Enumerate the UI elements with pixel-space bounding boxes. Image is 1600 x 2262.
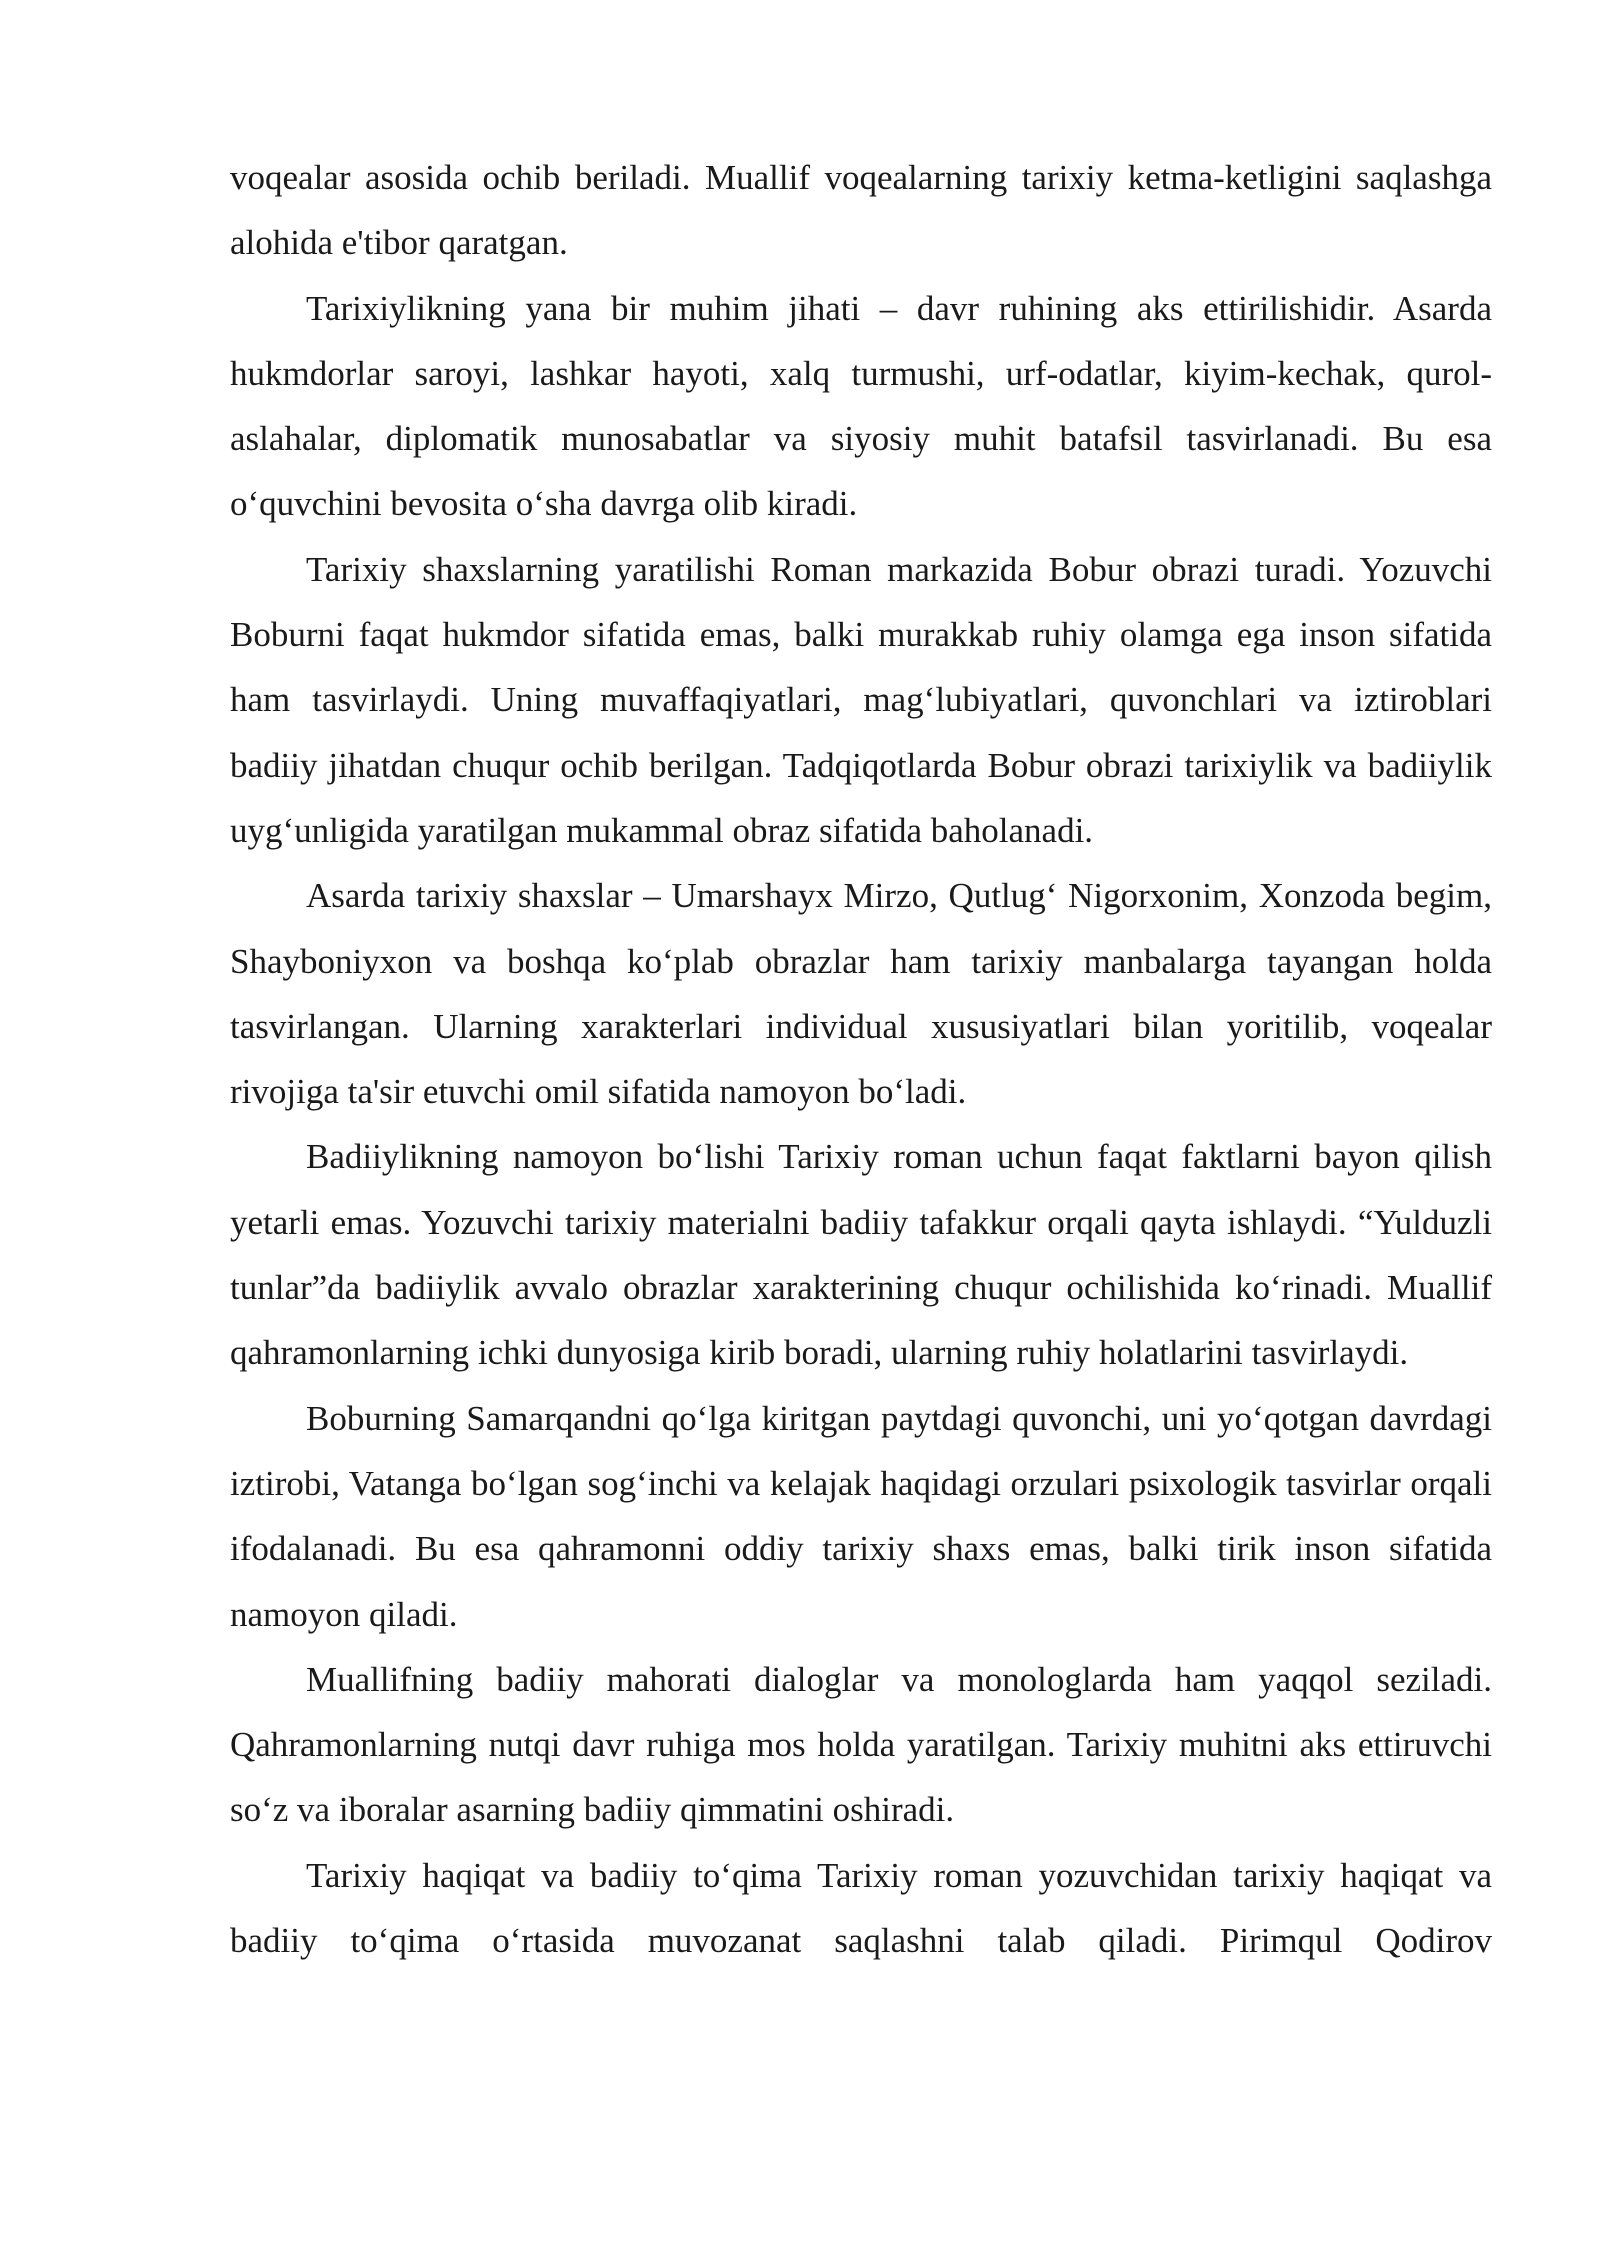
paragraph-dialoglar: Muallifning badiiy mahorati dialoglar va monologlarda ham yaqqol seziladi. Qahramonlarning nutqi davr ruhiga mos holda yaratilgan. Tarixiy muhitni aks ettiruvchi so‘z va iboralar asarning badiiy qimmatini oshiradi. (230, 1659, 1492, 1830)
body-text (230, 145, 1492, 1973)
paragraph-tarixiy-haqiqat: Tarixiy haqiqat va badiiy to‘qima Tarixiy roman yozuvchidan tarixiy haqiqat va badiiy to‘qima o‘rtasida muvozanat saqlashni talab qiladi. Pirimqul Qodirov (230, 1855, 1492, 1961)
paragraph-tarixiy-shaxslar: Asarda tarixiy shaxslar – Umarshayx Mirzo, Qutlug‘ Nigorxonim, Xonzoda begim, Shayboniyxon va boshqa ko‘plab obrazlar ham tarixiy manbalarga tayangan holda tasvirlangan. Ularning xarakterlari individual xususiyatlari bilan yoritilib, voqealar rivojiga ta'sir etuvchi omil sifatida namoyon bo‘ladi. (230, 876, 1492, 1112)
paragraph-bobur-obrazi: Tarixiy shaxslarning yaratilishi Roman markazida Bobur obrazi turadi. Yozuvchi Boburni faqat hukmdor sifatida emas, balki murakkab ruhiy olamga ega inson sifatida ham tasvirlaydi. Uning muvaffaqiyatlari, mag‘lubiyatlari, quvonchlari va iztiroblari badiiy jihatdan chuqur ochib berilgan. Tadqiqotlarda Bobur obrazi tarixiylik va badiiylik uyg‘unligida yaratilgan mukammal obraz sifatida baholanadi. (230, 549, 1492, 850)
paragraph-continuation: voqealar asosida ochib beriladi. Muallif voqealarning tarixiy ketma-ketligini saqlashga alohida e'tibor qaratgan. (230, 158, 1492, 263)
paragraph-badiiylik: Badiiylikning namoyon bo‘lishi Tarixiy roman uchun faqat faktlarni bayon qilish yetarli emas. Yozuvchi tarixiy materialni badiiy tafakkur orqali qayta ishlaydi. “Yulduzli tunlar”da badiiylik avvalo obrazlar xarakterining chuqur ochilishida ko‘rinadi. Muallif qahramonlarning ichki dunyosiga kirib boradi, ularning ruhiy holatlarini tasvirlaydi. (230, 1137, 1492, 1373)
paragraph-samarqand: Boburning Samarqandni qo‘lga kiritgan paytdagi quvonchi, uni yo‘qotgan davrdagi iztirobi, Vatanga bo‘lgan sog‘inchi va kelajak haqidagi orzulari psixologik tasvirlar orqali ifodalanadi. Bu esa qahramonni oddiy tarixiy shaxs emas, balki tirik inson sifatida namoyon qiladi. (230, 1398, 1492, 1634)
paragraph-davr-ruhi: Tarixiylikning yana bir muhim jihati – davr ruhining aks ettirilishidir. Asarda hukmdorlar saroyi, lashkar hayoti, xalq turmushi, urf-odatlar, kiyim-kechak, qurol-aslahalar, diplomatik munosabatlar va siyosiy muhit batafsil tasvirlanadi. Bu esa o‘quvchini bevosita o‘sha davrga olib kiradi. (230, 288, 1492, 524)
